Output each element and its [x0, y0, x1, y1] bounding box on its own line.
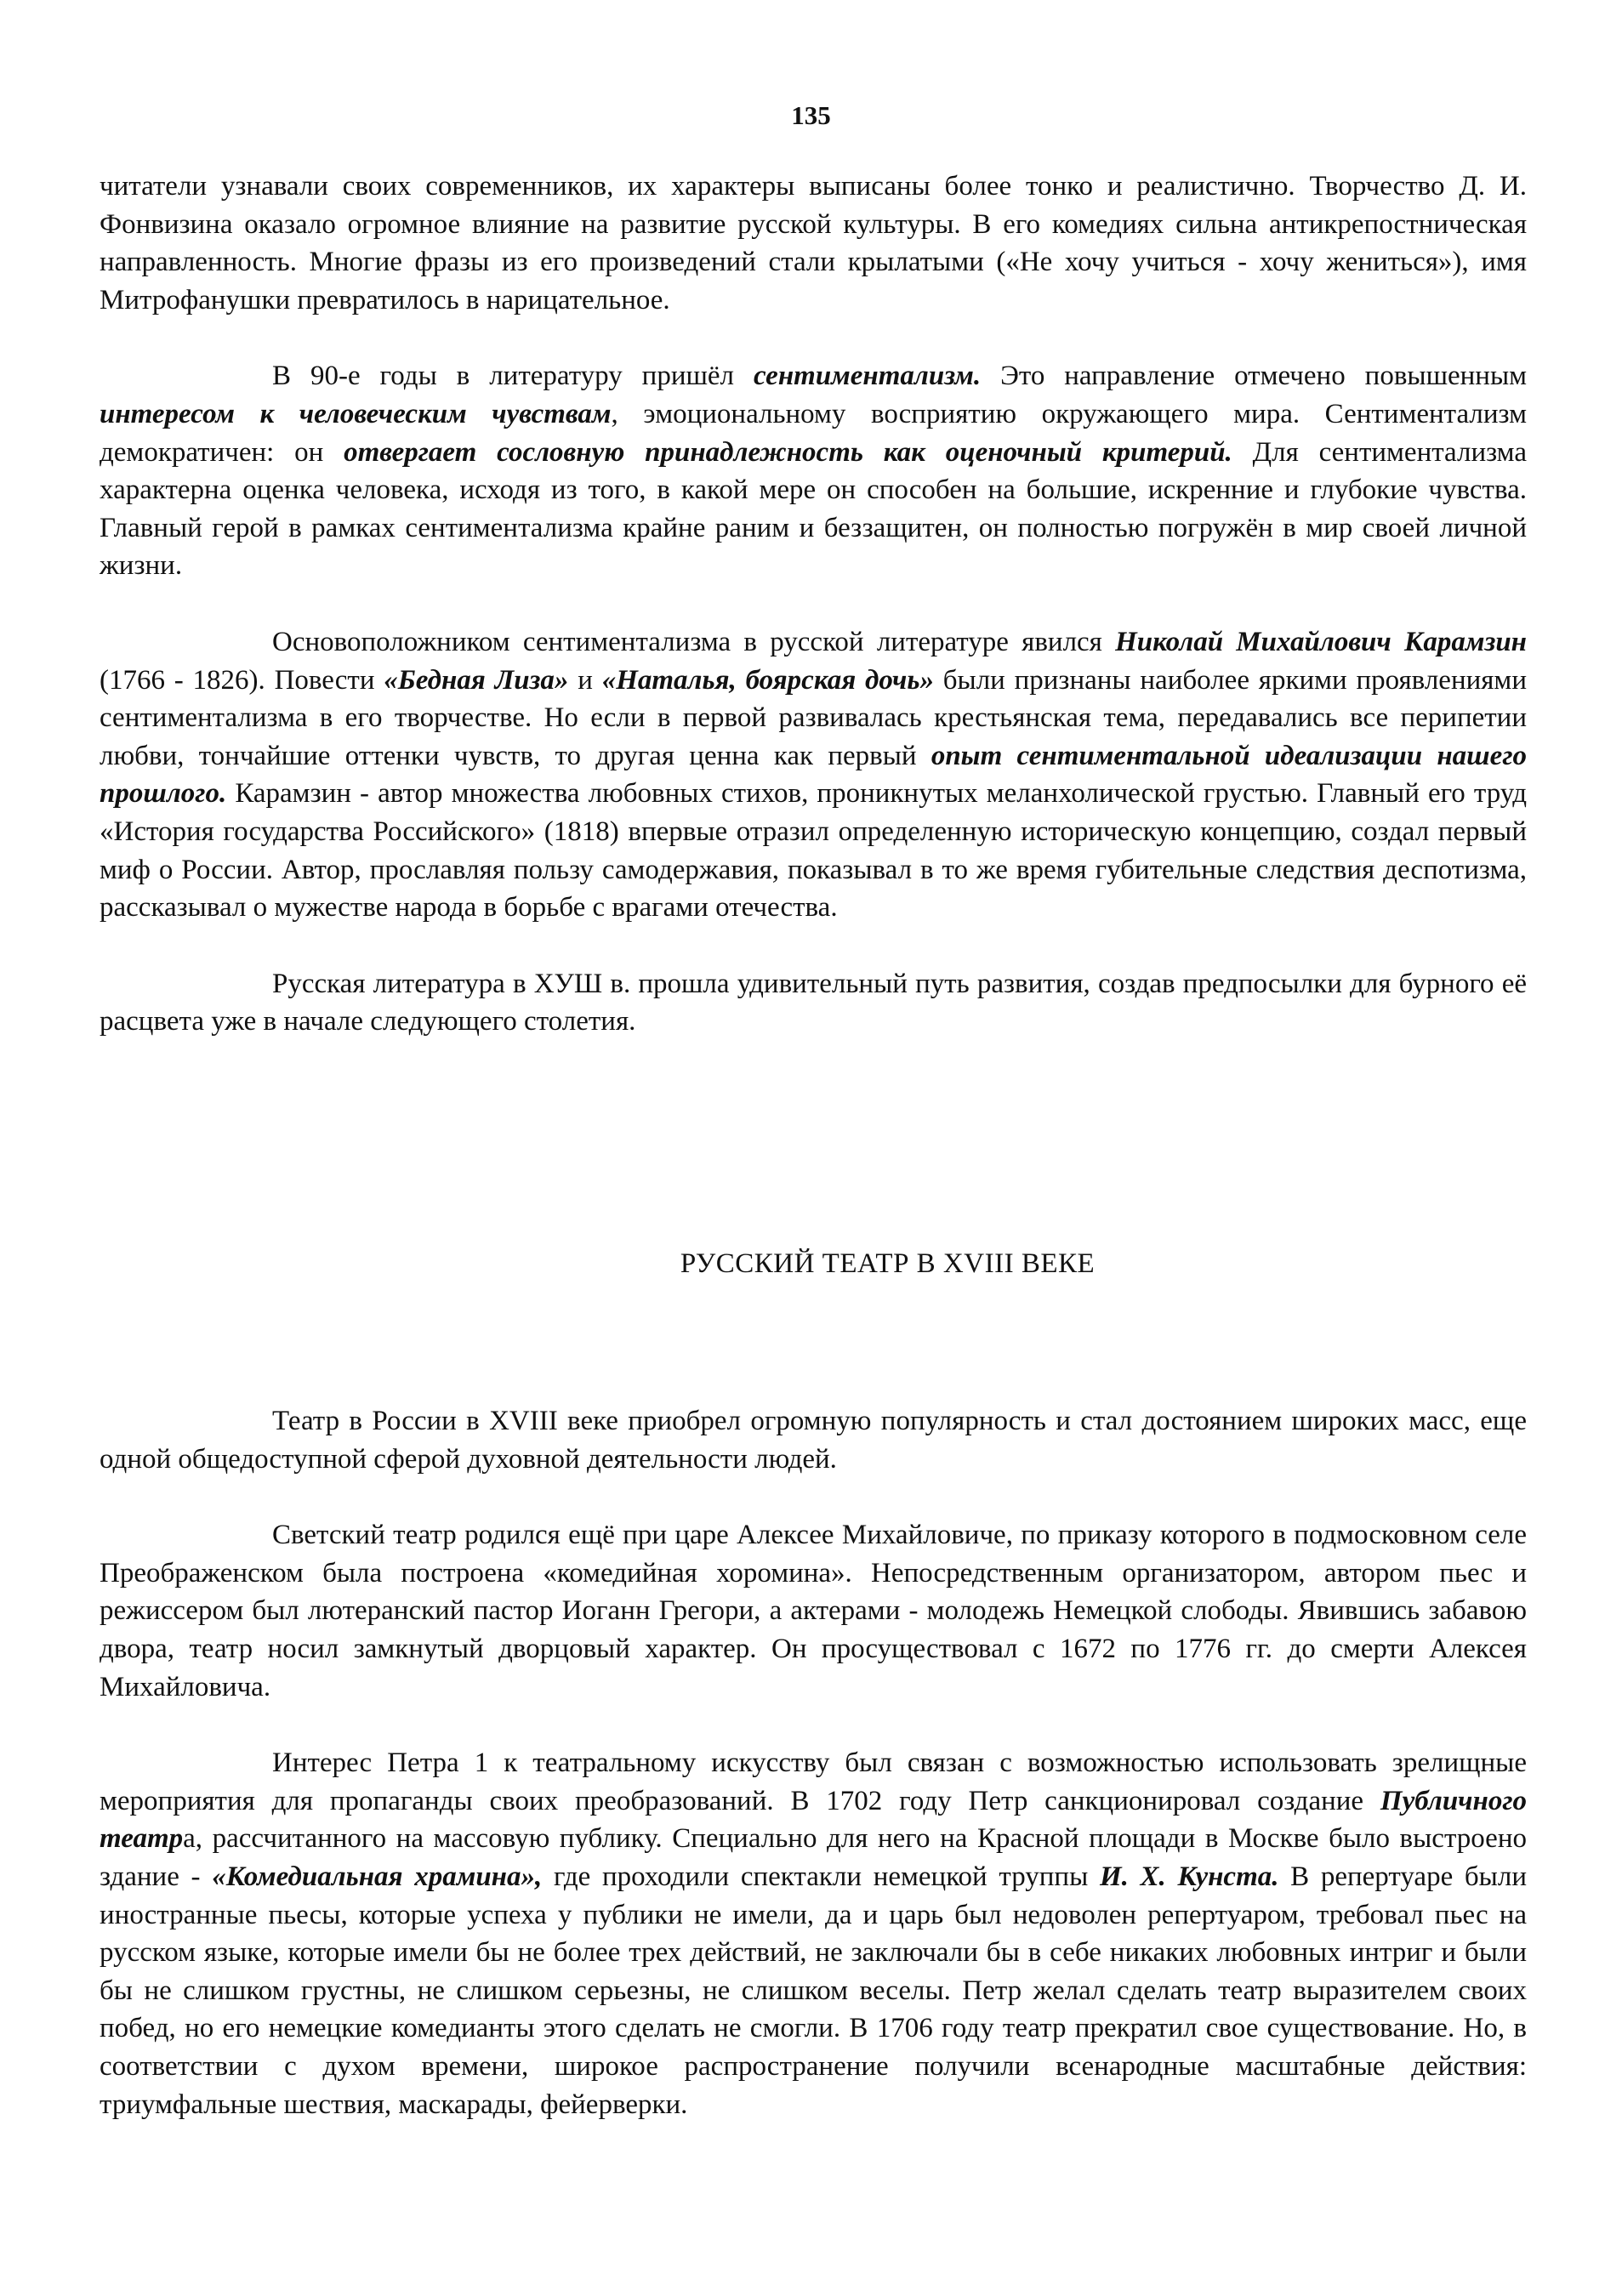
lower-text-block — [100, 1402, 1527, 2123]
text-run: В 90-е годы в литературу пришёл — [272, 361, 754, 392]
paragraph-gap — [100, 319, 1527, 357]
emphasis-poor-liza: «Бедная Лиза» — [384, 664, 569, 696]
text-run: были признаны наиболее яркими проявлениями сентиментализма в его творчестве. Но если в первой развивалась крестьянская тема, передавались все перипетии любви, тончайшие оттенки чувств, то другая ценна как первый — [100, 664, 1527, 771]
text-run: (1766 - 1826). Повести — [100, 664, 384, 696]
paragraph-peter-theatre — [100, 1744, 1527, 2123]
paragraph-gap — [100, 1706, 1527, 1744]
text-run: где проходили спектакли немецкой труппы — [542, 1861, 1100, 1892]
emphasis-public-theatre: Публичного театр — [100, 1785, 1527, 1855]
paragraph-fonvizin: читатели узнавали своих современников, их характеры выписаны более тонко и реалистично. Творчество Д. И. Фонвизина оказало огромное влияние на развитие русской культуры. В его комедиях сильна антикрепостническая направленность. Многие фразы из его произведений стали крылатыми («Не хочу учиться - хочу жениться»), имя Митрофанушки превратилось в нарицательное. — [100, 171, 1527, 315]
emphasis-idealization: опыт сентиментальной идеализации нашего прошлого. — [100, 740, 1527, 810]
page-number: 135 — [791, 100, 831, 130]
paragraph-theatre-popularity: Театр в России в XVIII веке приобрел огромную популярность и стал достоянием широких масс, еще одной общедоступной сферой духовной деятельности людей. — [100, 1406, 1527, 1475]
text-run: Карамзин - автор множества любовных стихов, проникнутых меланхолической грустью. Главный его труд «История государства Российского» (1818) впервые отразил определенную историческую концепцию, создал первый миф о России. Автор, прославляя пользу самодержавия, показывал в то же время губительные следствия деспотизма, рассказывал о мужестве народа в борьбе с врагами отечества. — [100, 778, 1527, 924]
text-run: и — [568, 664, 602, 696]
text-run: Это направление отмечено повышенным — [981, 361, 1527, 392]
paragraph-gap — [100, 585, 1527, 623]
emphasis-criterion: отвергает сословную принадлежность как оценочный критерий. — [344, 436, 1232, 468]
text-run: , эмоциональному восприятию окружающего мира. Сентиментализм демократичен: он — [100, 398, 1527, 468]
paragraph-sentimentalism — [100, 357, 1527, 585]
upper-text-block — [100, 168, 1527, 1041]
text-run: Интерес Петра 1 к театральному искусству был связан с возможностью использовать зрелищные мероприятия для пропаганды своих преобразований. В 1702 году Петр санкционировал создание — [100, 1748, 1527, 1816]
section-title: РУССКИЙ ТЕАТР В XVIII ВЕКЕ — [680, 1248, 1096, 1279]
text-run: В репертуаре были иностранные пьесы, которые успеха у публики не имели, да и царь был недоволен репертуаром, требовал пьес на русском языке, которые имели бы не более трех действий, не заключали бы в себе никаких любовных интриг и были бы не слишком грустны, не слишком серьезны, не слишком веселы. Петр желал сделать театр выразителем своих побед, но его немецкие комедианты этого сделать не смогли. В 1706 году театр прекратил свое существование. Но, в соответствии с духом времени, широкое распространение получили всенародные масштабные действия: триумфальные шествия, маскарады, фейерверки. — [100, 1861, 1527, 2120]
paragraph-secular-theatre: Светский театр родился ещё при царе Алексее Михайловиче, по приказу которого в подмосковном селе Преображенском была построена «комедийная хоромина». Непосредственным организатором, автором пьес и режиссером был лютеранский пастор Иоганн Грегори, а актерами - молодежь Немецкой слободы. Явившись забавою двора, театр носил замкнутый дворцовый характер. Он просуществовал с 1672 по 1776 гг. до смерти Алексея Михайловича. — [100, 1520, 1527, 1702]
paragraph-conclusion: Русская литература в ХУШ в. прошла удивительный путь развития, создав предпосылки для бурного её расцвета уже в начале следующего столетия. — [100, 968, 1527, 1037]
paragraph-gap — [100, 1478, 1527, 1516]
emphasis-natalia: «Наталья, боярская дочь» — [601, 664, 934, 696]
emphasis-kunst: И. Х. Кунста. — [1099, 1861, 1279, 1892]
paragraph-gap — [100, 927, 1527, 965]
emphasis-sentimentalism: сентиментализм. — [753, 361, 982, 392]
text-run: а, рассчитанного на массовую публику. Специально для него на Красной площади в Москве было выстроено здание - — [100, 1823, 1527, 1892]
text-run: Основоположником сентиментализма в русской литературе явился — [272, 626, 1116, 657]
text-run: Для сентиментализма характерна оценка человека, исходя из того, в какой мере он способен на большие, искренние и глубокие чувства. Главный герой в рамках сентиментализма крайне раним и беззащитен, он полностью погружён в мир своей личной жизни. — [100, 436, 1527, 582]
emphasis-feelings: интересом к человеческим чувствам — [100, 398, 612, 429]
emphasis-comedy-hall: «Комедиальная храмина», — [212, 1861, 543, 1892]
emphasis-karamzin-name: Николай Михайлович Карамзин — [1115, 626, 1527, 657]
paragraph-karamzin — [100, 623, 1527, 927]
